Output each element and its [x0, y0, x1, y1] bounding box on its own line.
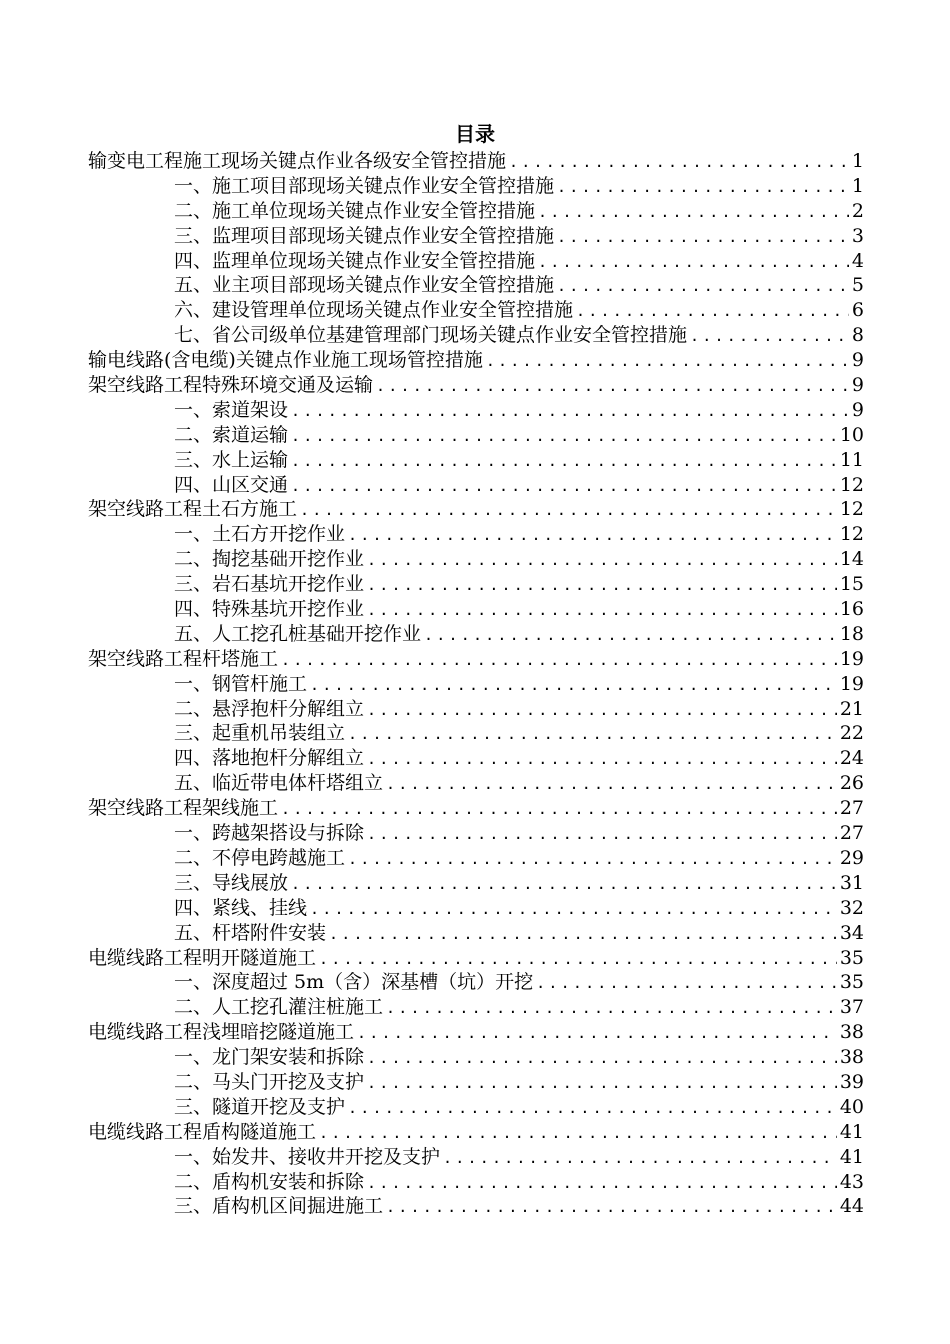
toc-dot-leader [348, 722, 837, 746]
toc-entry[interactable] [88, 497, 864, 522]
toc-entry-page-number: 35 [839, 971, 864, 994]
toc-entry-label: 三、监理项目部现场关键点作业安全管控措施 [174, 224, 555, 247]
toc-entry-page-number: 34 [839, 921, 864, 944]
toc-entry-page-number: 11 [839, 448, 864, 471]
toc-entry-page-number: 3 [851, 224, 864, 247]
toc-entry-page-number: 21 [839, 697, 864, 720]
toc-entry-label: 五、人工挖孔桩基础开挖作业 [174, 622, 422, 645]
toc-dot-leader [348, 1096, 837, 1120]
toc-entry-page-number: 18 [839, 622, 864, 645]
toc-dot-leader [319, 947, 837, 971]
toc-entry-page-number: 35 [839, 946, 864, 969]
toc-entry-page-number: 27 [839, 822, 864, 845]
toc-dot-leader [367, 698, 837, 722]
toc-dot-leader [536, 971, 837, 995]
toc-entry-label: 四、落地抱杆分解组立 [174, 747, 365, 770]
toc-dot-leader [348, 523, 837, 547]
toc-dot-leader [367, 1046, 837, 1070]
toc-dot-leader [291, 872, 837, 896]
toc-entry-label: 五、杆塔附件安装 [174, 921, 327, 944]
toc-dot-leader [367, 573, 837, 597]
toc-entry[interactable] [88, 871, 864, 896]
toc-dot-leader [310, 897, 837, 921]
toc-entry[interactable] [88, 174, 864, 199]
toc-dot-leader [281, 648, 837, 672]
toc-entry[interactable] [88, 522, 864, 547]
toc-entry-page-number: 24 [839, 747, 864, 770]
toc-entry[interactable] [88, 1145, 864, 1170]
toc-dot-leader [557, 225, 849, 249]
toc-entry-page-number: 4 [851, 249, 864, 272]
toc-dot-leader [329, 922, 837, 946]
toc-entry-page-number: 22 [839, 722, 864, 745]
toc-dot-leader [310, 673, 837, 697]
toc-entry[interactable] [88, 249, 864, 274]
toc-entry[interactable] [88, 298, 864, 323]
toc-entry[interactable] [88, 1095, 864, 1120]
toc-entry-label: 三、岩石基坑开挖作业 [174, 573, 365, 596]
toc-entry-label: 架空线路工程杆塔施工 [88, 647, 279, 670]
toc-entry-page-number: 38 [839, 1046, 864, 1069]
toc-entry-page-number: 1 [851, 174, 864, 197]
toc-dot-leader [291, 474, 837, 498]
toc-entry[interactable] [88, 448, 864, 473]
toc-entry-label: 三、起重机吊装组立 [174, 722, 346, 745]
toc-entry[interactable] [88, 547, 864, 572]
toc-entry-label: 五、业主项目部现场关键点作业安全管控措施 [174, 274, 555, 297]
toc-entry-page-number: 6 [851, 299, 864, 322]
toc-entry-page-number: 32 [839, 896, 864, 919]
toc-entry-page-number: 1 [851, 150, 864, 172]
toc-entry-page-number: 41 [839, 1145, 864, 1168]
toc-dot-leader [424, 623, 837, 647]
toc-dot-leader [557, 274, 849, 298]
toc-entry-page-number: 9 [851, 349, 864, 372]
toc-entry-page-number: 40 [839, 1095, 864, 1118]
toc-entry-label: 四、监理单位现场关键点作业安全管控措施 [174, 249, 536, 272]
toc-dot-leader [367, 1171, 837, 1195]
toc-dot-leader [367, 822, 837, 846]
toc-entry-page-number: 2 [851, 199, 864, 222]
toc-entry[interactable] [88, 970, 864, 995]
toc-entry-label: 电缆线路工程浅埋暗挖隧道施工 [88, 1021, 355, 1044]
toc-dot-leader [291, 399, 849, 423]
toc-entry-page-number: 41 [839, 1120, 864, 1143]
toc-entry-page-number: 31 [839, 871, 864, 894]
toc-entry-label: 二、掏挖基础开挖作业 [174, 548, 365, 571]
toc-dot-leader [291, 424, 837, 448]
toc-entry[interactable] [88, 846, 864, 871]
toc-entry-page-number: 5 [851, 274, 864, 297]
toc-entry-page-number: 37 [839, 996, 864, 1019]
toc-entry-label: 六、建设管理单位现场关键点作业安全管控措施 [174, 299, 574, 322]
toc-entry[interactable] [88, 373, 864, 398]
toc-entry-label: 一、钢管杆施工 [174, 672, 308, 695]
toc-entry[interactable] [88, 821, 864, 846]
toc-title: 目录 [455, 122, 495, 146]
toc-entry-label: 七、省公司级单位基建管理部门现场关键点作业安全管控措施 [174, 324, 688, 347]
toc-entry-page-number: 9 [851, 398, 864, 421]
toc-entry-label: 四、山区交通 [174, 473, 289, 496]
toc-entry-label: 一、始发井、接收井开挖及支护 [174, 1145, 441, 1168]
toc-dot-leader [386, 996, 837, 1020]
toc-entry[interactable] [88, 1120, 864, 1145]
toc-dot-leader [367, 598, 837, 622]
toc-entry-label: 五、临近带电体杆塔组立 [174, 772, 384, 795]
toc-dot-leader [376, 374, 849, 398]
toc-entry-label: 二、索道运输 [174, 423, 289, 446]
toc-entry[interactable] [88, 348, 864, 373]
toc-dot-leader [386, 772, 837, 796]
toc-entry[interactable] [88, 647, 864, 672]
toc-entry-label: 三、盾构机区间掘进施工 [174, 1195, 384, 1218]
toc-entry[interactable] [88, 746, 864, 771]
toc-entry[interactable] [88, 423, 864, 448]
toc-entry-label: 一、索道架设 [174, 398, 289, 421]
toc-entry-page-number: 9 [851, 374, 864, 397]
toc-entry-label: 四、紧线、挂线 [174, 896, 308, 919]
toc-entry-page-number: 29 [839, 846, 864, 869]
table-of-contents [88, 149, 864, 1219]
toc-dot-leader [281, 797, 837, 821]
toc-entry-label: 三、水上运输 [174, 448, 289, 471]
toc-dot-leader [690, 324, 849, 348]
toc-dot-leader [486, 349, 849, 373]
toc-dot-leader [367, 747, 837, 771]
toc-entry-page-number: 26 [839, 772, 864, 795]
toc-entry[interactable] [88, 721, 864, 746]
toc-entry-label: 输变电工程施工现场关键点作业各级安全管控措施 [88, 150, 507, 172]
toc-entry-label: 架空线路工程土石方施工 [88, 498, 298, 521]
toc-entry-page-number: 27 [839, 797, 864, 820]
toc-entry[interactable] [88, 1045, 864, 1070]
toc-entry-label: 一、深度超过 5m（含）深基槽（坑）开挖 [174, 971, 534, 994]
toc-entry[interactable] [88, 622, 864, 647]
toc-entry-label: 一、土石方开挖作业 [174, 523, 346, 546]
toc-entry[interactable] [88, 572, 864, 597]
toc-entry-page-number: 16 [839, 598, 864, 621]
toc-dot-leader [557, 175, 849, 199]
toc-entry-label: 架空线路工程特殊环境交通及运输 [88, 374, 374, 397]
toc-entry[interactable] [88, 1170, 864, 1195]
toc-entry-label: 二、人工挖孔灌注桩施工 [174, 996, 384, 1019]
toc-entry-label: 二、施工单位现场关键点作业安全管控措施 [174, 199, 536, 222]
toc-entry-label: 二、不停电跨越施工 [174, 846, 346, 869]
toc-entry-page-number: 39 [839, 1070, 864, 1093]
toc-dot-leader [319, 1121, 837, 1145]
toc-entry[interactable] [88, 995, 864, 1020]
toc-dot-leader [538, 250, 849, 274]
toc-entry-page-number: 44 [839, 1195, 864, 1218]
toc-entry-label: 三、隧道开挖及支护 [174, 1095, 346, 1118]
toc-entry-label: 电缆线路工程明开隧道施工 [88, 946, 317, 969]
toc-entry[interactable] [88, 896, 864, 921]
toc-dot-leader [367, 548, 837, 572]
toc-entry-label: 四、特殊基坑开挖作业 [174, 598, 365, 621]
toc-entry-page-number: 19 [839, 647, 864, 670]
toc-entry-page-number: 38 [839, 1021, 864, 1044]
toc-entry-page-number: 12 [839, 473, 864, 496]
toc-entry[interactable] [88, 796, 864, 821]
toc-entry-page-number: 15 [839, 573, 864, 596]
toc-dot-leader [367, 1071, 837, 1095]
toc-entry-page-number: 19 [839, 672, 864, 695]
toc-entry-label: 电缆线路工程盾构隧道施工 [88, 1120, 317, 1143]
toc-entry-label: 二、马头门开挖及支护 [174, 1070, 365, 1093]
toc-entry-page-number: 8 [851, 324, 864, 347]
toc-entry-page-number: 10 [839, 423, 864, 446]
toc-dot-leader [386, 1195, 837, 1219]
toc-dot-leader [291, 449, 837, 473]
toc-entry[interactable] [88, 597, 864, 622]
toc-dot-leader [576, 299, 849, 323]
toc-entry[interactable] [88, 672, 864, 697]
toc-dot-leader [357, 1021, 837, 1045]
toc-entry-label: 二、盾构机安装和拆除 [174, 1170, 365, 1193]
toc-entry-page-number: 43 [839, 1170, 864, 1193]
toc-dot-leader [538, 200, 849, 224]
toc-dot-leader [509, 150, 849, 174]
toc-entry[interactable] [88, 1020, 864, 1045]
toc-entry[interactable] [88, 771, 864, 796]
toc-entry[interactable] [88, 273, 864, 298]
toc-entry[interactable] [88, 473, 864, 498]
toc-entry-label: 输电线路(含电缆)关键点作业施工现场管控措施 [88, 349, 483, 372]
toc-entry-page-number: 12 [839, 523, 864, 546]
toc-entry-label: 一、龙门架安装和拆除 [174, 1046, 365, 1069]
toc-dot-leader [443, 1146, 837, 1170]
toc-dot-leader [348, 847, 837, 871]
toc-entry-label: 架空线路工程架线施工 [88, 797, 279, 820]
toc-entry[interactable] [88, 323, 864, 348]
toc-entry-label: 三、导线展放 [174, 871, 289, 894]
toc-entry[interactable] [88, 1070, 864, 1095]
toc-entry[interactable] [88, 398, 864, 423]
toc-entry-page-number: 14 [839, 548, 864, 571]
toc-entry[interactable] [88, 1194, 864, 1219]
toc-entry[interactable] [88, 199, 864, 224]
toc-entry[interactable] [88, 149, 864, 174]
toc-entry[interactable] [88, 224, 864, 249]
toc-entry-label: 一、施工项目部现场关键点作业安全管控措施 [174, 174, 555, 197]
toc-entry[interactable] [88, 946, 864, 971]
toc-entry-page-number: 12 [839, 498, 864, 521]
toc-entry[interactable] [88, 921, 864, 946]
toc-entry-label: 一、跨越架搭设与拆除 [174, 822, 365, 845]
toc-entry[interactable] [88, 697, 864, 722]
toc-dot-leader [300, 498, 837, 522]
toc-entry-label: 二、悬浮抱杆分解组立 [174, 697, 365, 720]
